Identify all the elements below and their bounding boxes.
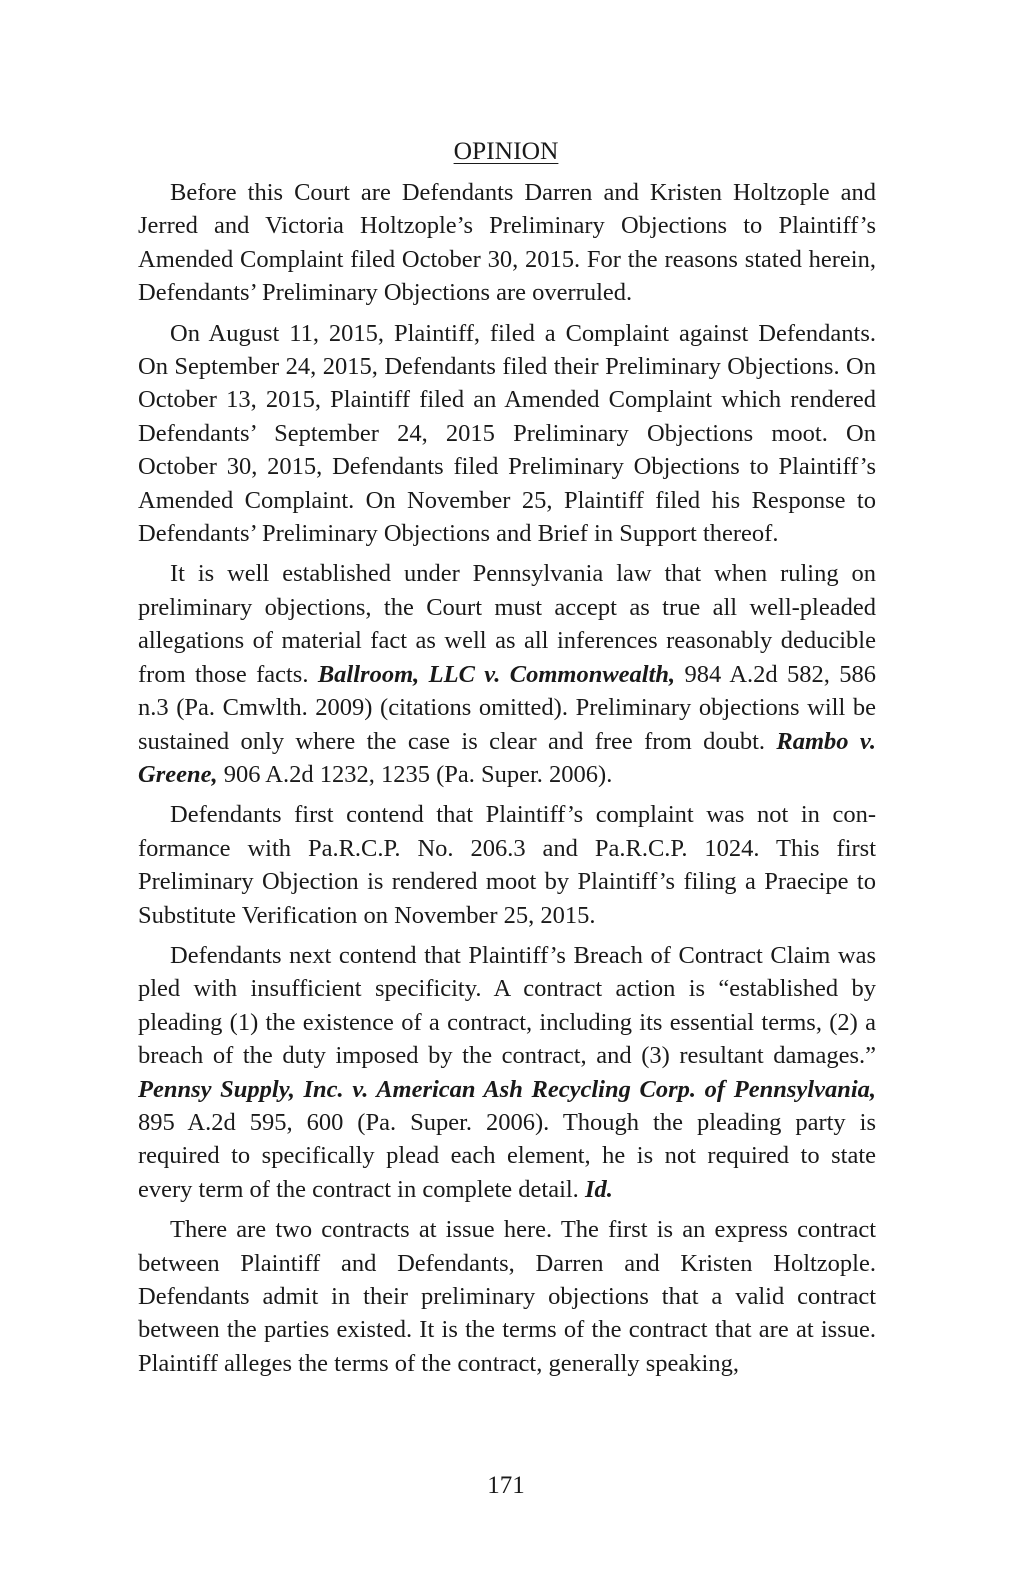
paragraph [138, 798, 876, 932]
paragraph [138, 557, 876, 791]
paragraph-text: On August 11, 2015, Plaintiff, filed a Complaint against Defendants. On September 24, 2015, Defendants filed their Preliminary Objections. On October 13, 2015, Plaintiff filed an Amended Complaint which rendered Defendants’ September 24, 2015 Preliminary Objections moot. On October 30, 2015, Defendants filed Preliminary Objections to Plaintiff’s Amended Complaint. On November 25, Plaintiff filed his Response to Defendants’ Preliminary Objections and Brief in Support thereof. [138, 319, 876, 548]
opinion-body [138, 176, 876, 1387]
case-citation: Ballroom, LLC v. Commonwealth, [317, 660, 676, 688]
paragraph [138, 317, 876, 551]
opinion-heading: OPINION [453, 136, 559, 165]
case-citation: Id. [584, 1175, 613, 1203]
paragraph-text: It is well established under Pennsylvania law that when ruling on preliminary objections, the Court must accept as true all well-pleaded allegations of material fact as well as all inferences reasonably deducible from those facts. [138, 560, 876, 688]
paragraph-text: Defendants next contend that Plaintiff’s Breach of Contract Claim was pled with insufficient specificity. A contract action is “established by pleading (1) the existence of a contract, including its essential terms, (2) a breach of the duty imposed by the contract, and (3) resultant damages.” [138, 941, 876, 1070]
paragraph-text: 895 A.2d 595, 600 (Pa. Super. 2006). Though the pleading party is required to specifically plead each element, he is not required to state every term of the contract in complete detail. [138, 1108, 876, 1203]
paragraph-text: 906 A.2d 1232, 1235 (Pa. Super. 2006). [217, 760, 613, 788]
paragraph [138, 1213, 876, 1380]
paragraph-text: There are two contracts at issue here. The first is an express contract between Plaintiff and Defendants, Darren and Kristen Holtzople. Defendants admit in their preliminary objections that a valid contract between the parties existed. It is the terms of the contract that are at issue. Plaintiff alleges the terms of the contract, generally speaking, [138, 1216, 876, 1377]
case-citation: Pennsy Supply, Inc. v. American Ash Recycling Corp. of Pennsylvania, [138, 1075, 876, 1103]
paragraph-text: Defendants first contend that Plaintiff’s complaint was not in conformance with Pa.R.C.P. No. 206.3 and Pa.R.C.P. 1024. This first Preliminary Objection is rendered moot by Plaintiff’s filing a Praecipe to Substitute Verification on November 25, 2015. [138, 801, 876, 929]
paragraph [138, 939, 876, 1206]
case-citation: Rambo v. Greene, [138, 727, 876, 788]
paragraph-text: 984 A.2d 582, 586 n.3 (Pa. Cmwlth. 2009) (citations omitted). Preliminary objections will be sustained only where the case is clear and free from doubt. [138, 660, 877, 755]
paragraph [138, 176, 876, 310]
paragraph-text: Before this Court are Defendants Darren and Kristen Holtzople and Jerred and Victoria Holtzople’s Preliminary Objections to Plaintiff’s Amended Complaint filed October 30, 2015. For the reasons stated herein, Defendants’ Preliminary Objections are overruled. [138, 179, 876, 307]
page-number: 171 [487, 1472, 525, 1499]
